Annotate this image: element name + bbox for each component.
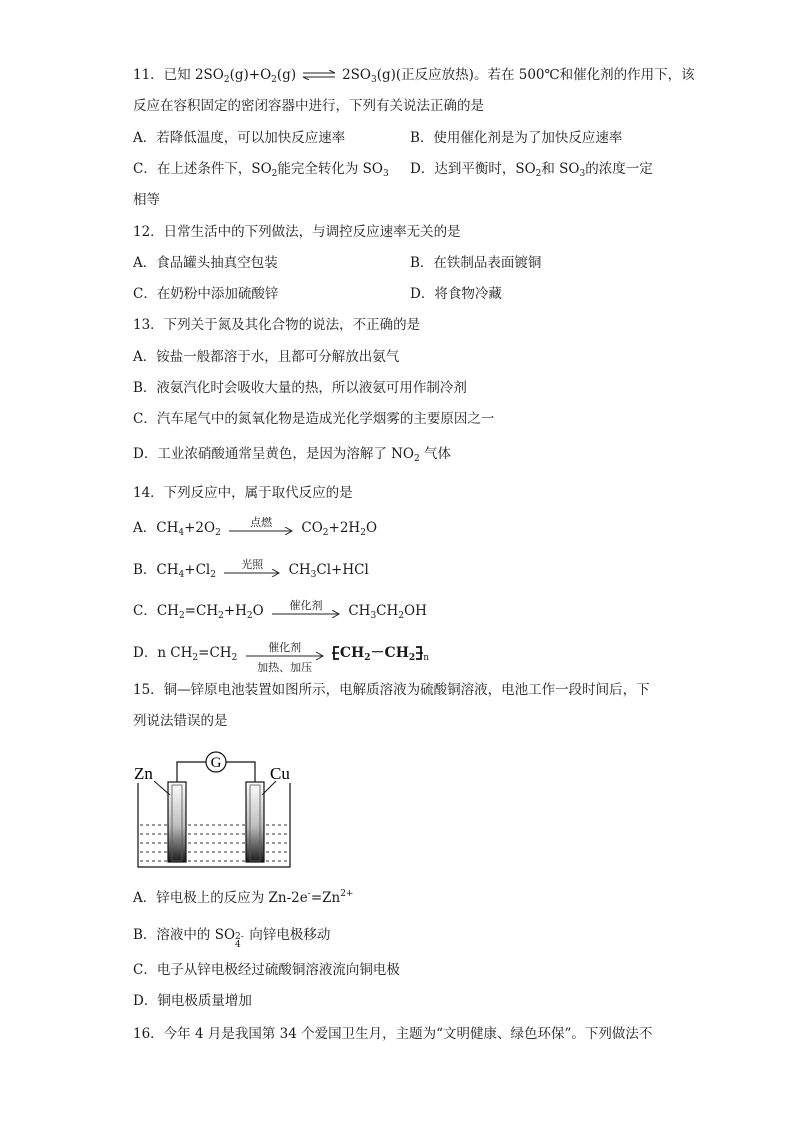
- q15-stem-line2: 列说法错误的是: [133, 713, 228, 729]
- q13-option-c: C．汽车尾气中的氮氧化物是造成光化学烟雾的主要原因之一: [133, 411, 495, 427]
- q16-stem: 16．今年 4 月是我国第 34 个爱国卫生月，主题为“文明健康、绿色环保”。下列做法不: [133, 1026, 653, 1042]
- bracket-open-icon: [332, 645, 340, 661]
- q13-option-a: A．铵盐一般都溶于水，且都可分解放出氨气: [133, 349, 400, 365]
- q14-stem: 14．下列反应中，属于取代反应的是: [133, 485, 353, 501]
- q12-option-a: A．食品罐头抽真空包装: [133, 255, 278, 271]
- wire-right: [226, 762, 255, 783]
- polymer-formula: $CH_2-CH_2$ $_n$: [332, 645, 429, 661]
- q11-stem-line2: 反应在容积固定的密闭容器中进行，下列有关说法正确的是: [133, 98, 484, 114]
- ion-charge-stack: 2- 4: [235, 931, 244, 950]
- q11-option-d-cont: 相等: [133, 192, 160, 208]
- q14-option-b: B．$CH_4+Cl_2$ 光照 $CH_3Cl+HCl$: [133, 557, 369, 580]
- bracket-close-icon: [415, 645, 423, 661]
- q11-option-a: A．若降低温度，可以加快反应速率: [133, 130, 346, 146]
- q12-option-c: C．在奶粉中添加硫酸锌: [133, 286, 279, 302]
- q11-option-c: C．在上述条件下，$SO_2$能完全转化为 $SO_3$: [133, 161, 389, 179]
- q11-stem-line1: 11．已知 $2SO_2(g)+O_2(g)$ $2SO_3(g)$(正反应放热)。若在 500℃和催化剂的作用下，该: [133, 67, 695, 85]
- q15-option-a: A．锌电极上的反应为 $Zn-2e^-=Zn^{2+}$: [133, 889, 354, 906]
- q14-option-a: A．$CH_4+2O_2$ 点燃 $CO_2+2H_2O$: [133, 515, 378, 538]
- reversible-arrow-icon: [302, 66, 336, 86]
- copper-electrode: [246, 782, 264, 862]
- q13-option-d: D．工业浓硝酸通常呈黄色，是因为溶解了 $NO_2$ 气体: [133, 446, 452, 464]
- zinc-label: Zn: [134, 764, 153, 783]
- q14-option-c: C．$CH_2=CH_2+H_2O$ 催化剂 $CH_3CH_2OH$: [133, 598, 427, 621]
- copper-label: Cu: [270, 764, 290, 783]
- reaction-arrow-icon: 点燃: [229, 519, 293, 539]
- galvanometer-label: G: [210, 755, 222, 771]
- q12-option-d: D．将食物冷藏: [410, 286, 502, 302]
- q15-option-d: D．铜电极质量增加: [133, 993, 252, 1009]
- wire-left: [177, 762, 206, 783]
- q13-stem: 13．下列关于氮及其化合物的说法，不正确的是: [133, 317, 421, 333]
- q14-option-d: D．n $CH_2=CH_2$ 催化剂 加热、加压 $CH_2-CH_2$ $_n$: [133, 640, 429, 674]
- zinc-electrode: [168, 782, 186, 862]
- galvanic-cell-diagram: [130, 745, 300, 873]
- q15-stem-line1: 15．铜—锌原电池装置如图所示，电解质溶液为硫酸铜溶液，电池工作一段时间后，下: [133, 682, 650, 698]
- q15-option-b: B．溶液中的 SO 2- 4 向锌电极移动: [133, 927, 331, 950]
- q11-option-b: B．使用催化剂是为了加快反应速率: [410, 130, 623, 146]
- reaction-arrow-icon: 催化剂: [272, 602, 340, 622]
- q12-stem: 12．日常生活中的下列做法，与调控反应速率无关的是: [133, 224, 461, 240]
- q13-option-b: B．液氨汽化时会吸收大量的热，所以液氨可用作制冷剂: [133, 380, 467, 396]
- reaction-arrow-icon: 催化剂 加热、加压: [246, 644, 324, 664]
- reaction-arrow-icon: 光照: [224, 561, 280, 581]
- electrolyte-solution: [140, 825, 288, 861]
- q15-option-c: C．电子从锌电极经过硫酸铜溶液流向铜电极: [133, 962, 400, 978]
- q12-option-b: B．在铁制品表面镀铜: [410, 255, 542, 271]
- q11-option-d: D．达到平衡时，$SO_2$和 $SO_3$的浓度一定: [410, 161, 653, 179]
